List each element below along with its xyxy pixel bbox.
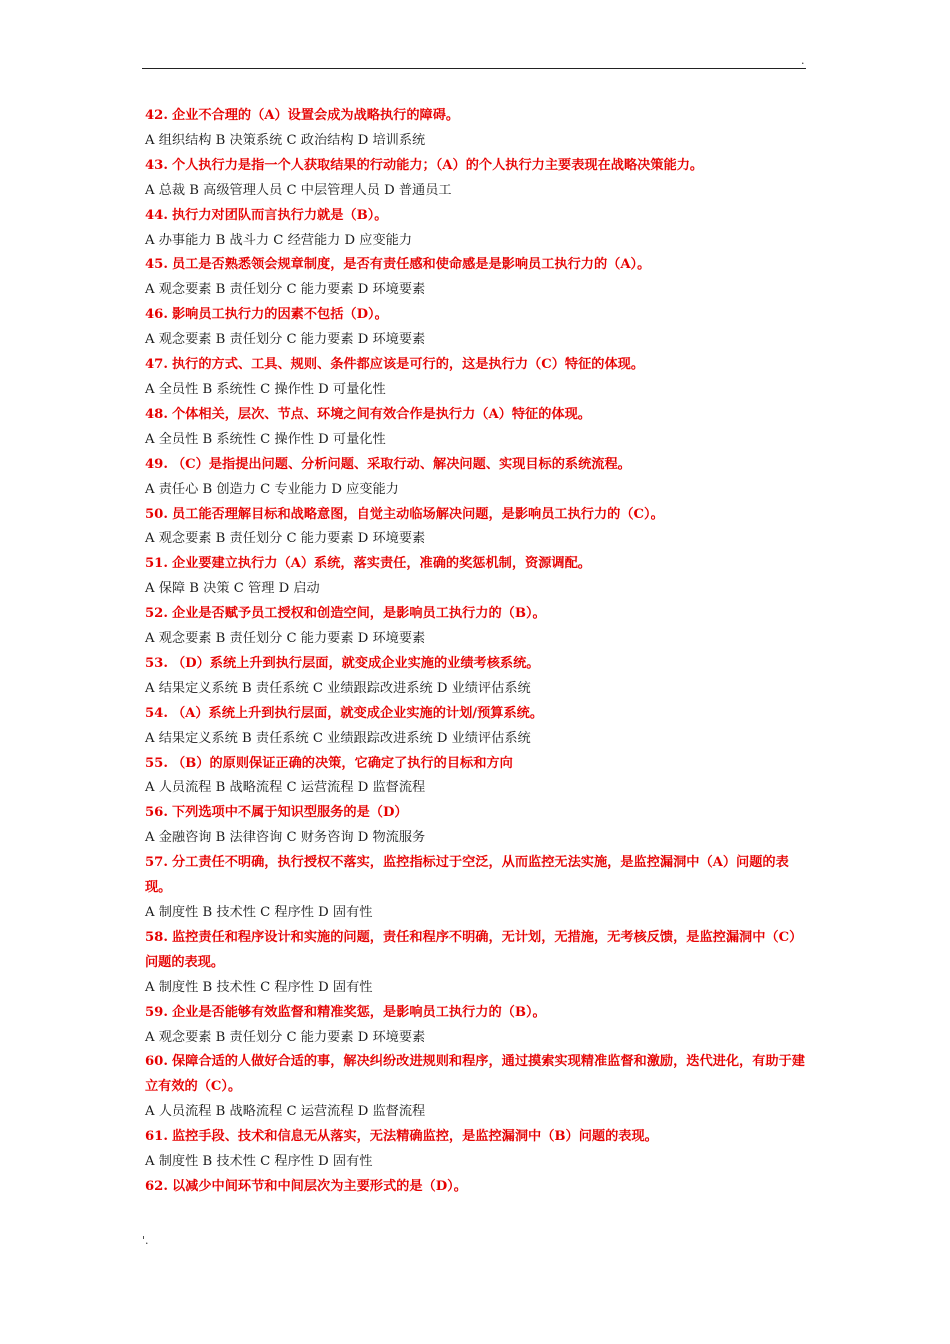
question-item <box>145 602 810 627</box>
question-text: 下列选项中不属于知识型服务的是（D） <box>171 805 408 821</box>
question-number: 43. <box>145 157 168 173</box>
footer-mark: '. <box>142 1234 149 1247</box>
question-text: 企业是否赋予员工授权和创造空间，是影响员工执行力的（B）。 <box>171 606 546 622</box>
answer-options: A 人员流程 B 战略流程 C 运营流程 D 监督流程 <box>145 780 426 796</box>
question-number: 50. <box>145 506 168 522</box>
question-text: 监控责任和程序设计和实施的问题，责任和程序不明确，无计划，无措施，无考核反馈，是监控漏洞中（C）问题的表现。 <box>145 929 803 970</box>
question-text: 个人执行力是指一个人获取结果的行动能力；（A）的个人执行力主要表现在战略决策能力。 <box>171 157 704 173</box>
question-item <box>145 403 810 428</box>
question-list <box>145 104 810 1200</box>
question-text: 执行力对团队而言执行力就是（B）。 <box>171 207 388 223</box>
question-text: 保障合适的人做好合适的事，解决纠纷改进规则和程序，通过摸索实现精准监督和激励，迭代进化，有助于建立有效的（C）。 <box>145 1054 805 1095</box>
question-item <box>145 453 810 478</box>
answer-options: A 观念要素 B 责任划分 C 能力要素 D 环境要素 <box>145 332 426 348</box>
question-text: 分工责任不明确，执行授权不落实，监控指标过于空泛，从而监控无法实施，是监控漏洞中（A）问题的表现。 <box>145 855 789 896</box>
answer-options: A 制度性 B 技术性 C 程序性 D 固有性 <box>145 1154 373 1170</box>
question-item <box>145 104 810 129</box>
answer-options: A 制度性 B 技术性 C 程序性 D 固有性 <box>145 979 373 995</box>
question-item <box>145 303 810 328</box>
header-rule <box>142 68 806 69</box>
question-text: 影响员工执行力的因素不包括（D）。 <box>171 307 388 323</box>
header-dot: . <box>801 54 805 67</box>
question-item <box>145 926 810 976</box>
question-number: 57. <box>145 855 168 871</box>
question-number: 61. <box>145 1129 168 1145</box>
answer-options: A 组织结构 B 决策系统 C 政治结构 D 培训系统 <box>145 132 426 148</box>
question-item <box>145 253 810 278</box>
question-number: 56. <box>145 805 168 821</box>
question-text: （C）是指提出问题、分析问题、采取行动、解决问题、实现目标的系统流程。 <box>171 456 631 472</box>
question-text: 员工是否熟悉领会规章制度，是否有责任感和使命感是是影响员工执行力的（A）。 <box>171 257 651 273</box>
question-number: 45. <box>145 257 168 273</box>
question-number: 46. <box>145 307 168 323</box>
question-item <box>145 1001 810 1026</box>
question-number: 58. <box>145 929 168 945</box>
question-number: 53. <box>145 655 168 671</box>
answer-options: A 观念要素 B 责任划分 C 能力要素 D 环境要素 <box>145 1029 426 1045</box>
question-item <box>145 702 810 727</box>
question-item <box>145 552 810 577</box>
question-item <box>145 801 810 826</box>
answer-options: A 保障 B 决策 C 管理 D 启动 <box>145 581 320 597</box>
question-item <box>145 652 810 677</box>
question-item <box>145 154 810 179</box>
question-text: 以减少中间环节和中间层次为主要形式的是（D）。 <box>171 1178 467 1194</box>
question-item <box>145 752 810 777</box>
answer-options: A 结果定义系统 B 责任系统 C 业绩跟踪改进系统 D 业绩评估系统 <box>145 730 531 746</box>
question-text: 个体相关，层次、节点、环境之间有效合作是执行力（A）特征的体现。 <box>171 406 591 422</box>
answer-options: A 办事能力 B 战斗力 C 经营能力 D 应变能力 <box>145 232 413 248</box>
answer-options: A 观念要素 B 责任划分 C 能力要素 D 环境要素 <box>145 531 426 547</box>
question-number: 60. <box>145 1054 168 1070</box>
question-item <box>145 1125 810 1150</box>
question-text: 执行的方式、工具、规则、条件都应该是可行的，这是执行力（C）特征的体现。 <box>171 357 645 373</box>
question-text: （B）的原则保证正确的决策，它确定了执行的目标和方向 <box>171 755 513 771</box>
question-text: 企业要建立执行力（A）系统，落实责任，准确的奖惩机制，资源调配。 <box>171 556 591 572</box>
answer-options: A 结果定义系统 B 责任系统 C 业绩跟踪改进系统 D 业绩评估系统 <box>145 680 531 696</box>
answer-options: A 观念要素 B 责任划分 C 能力要素 D 环境要素 <box>145 631 426 647</box>
question-text: （D）系统上升到执行层面，就变成企业实施的业绩考核系统。 <box>171 655 540 671</box>
question-item <box>145 503 810 528</box>
question-text: 监控手段、技术和信息无从落实，无法精确监控，是监控漏洞中（B）问题的表现。 <box>171 1129 658 1145</box>
question-number: 42. <box>145 108 168 123</box>
question-number: 48. <box>145 406 168 422</box>
question-text: 企业不合理的（A）设置会成为战略执行的障碍。 <box>171 108 460 123</box>
question-number: 47. <box>145 357 168 373</box>
question-text: 员工能否理解目标和战略意图，自觉主动临场解决问题，是影响员工执行力的（C）。 <box>171 506 664 522</box>
question-number: 54. <box>145 705 168 721</box>
question-item <box>145 1050 810 1100</box>
question-number: 51. <box>145 556 168 572</box>
question-item <box>145 1175 810 1200</box>
answer-options: A 全员性 B 系统性 C 操作性 D 可量化性 <box>145 381 386 397</box>
question-number: 49. <box>145 456 168 472</box>
question-number: 59. <box>145 1004 168 1020</box>
answer-options: A 观念要素 B 责任划分 C 能力要素 D 环境要素 <box>145 282 426 298</box>
question-number: 62. <box>145 1178 168 1194</box>
question-number: 44. <box>145 207 168 223</box>
question-number: 55. <box>145 755 168 771</box>
question-item <box>145 204 810 229</box>
answer-options: A 制度性 B 技术性 C 程序性 D 固有性 <box>145 905 373 920</box>
question-item <box>145 353 810 378</box>
question-text: （A）系统上升到执行层面，就变成企业实施的计划/预算系统。 <box>171 705 544 721</box>
answer-options: A 责任心 B 创造力 C 专业能力 D 应变能力 <box>145 481 399 497</box>
answer-options: A 全员性 B 系统性 C 操作性 D 可量化性 <box>145 431 386 447</box>
answer-options: A 总裁 B 高级管理人员 C 中层管理人员 D 普通员工 <box>145 182 452 198</box>
answer-options: A 人员流程 B 战略流程 C 运营流程 D 监督流程 <box>145 1104 426 1120</box>
question-text: 企业是否能够有效监督和精准奖惩，是影响员工执行力的（B）。 <box>171 1004 546 1020</box>
answer-options: A 金融咨询 B 法律咨询 C 财务咨询 D 物流服务 <box>145 830 426 846</box>
question-item <box>145 851 810 901</box>
question-number: 52. <box>145 606 168 622</box>
